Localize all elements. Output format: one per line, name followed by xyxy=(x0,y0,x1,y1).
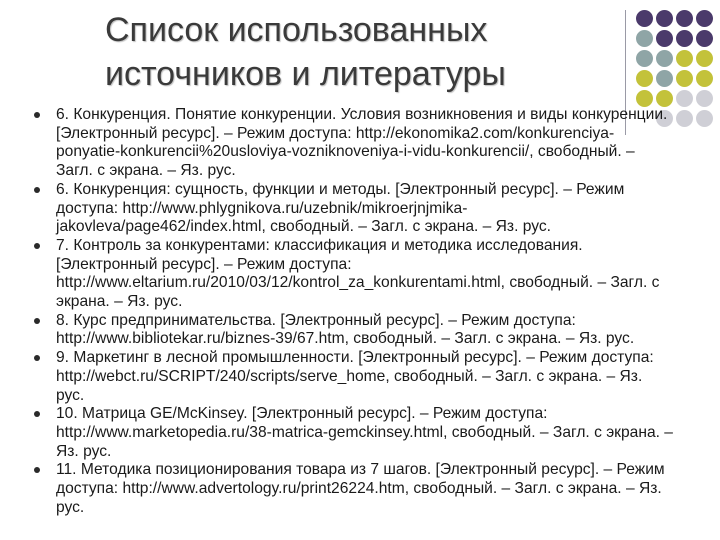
bullet-icon xyxy=(34,318,40,324)
list-item xyxy=(34,405,674,461)
decorative-dot xyxy=(656,10,673,27)
list-item xyxy=(34,461,674,517)
decorative-dot xyxy=(696,50,713,67)
decorative-dot xyxy=(676,90,693,107)
decorative-dot xyxy=(636,90,653,107)
decorative-dot xyxy=(636,70,653,87)
reference-text: 11. Методика позиционирования товара из 7 шагов. [Электронный ресурс]. – Режим доступа: http://www.advertology.ru/print26224.htm, свободный. – Загл. с экрана. – Яз. рус. xyxy=(56,461,665,516)
decorative-dot xyxy=(696,70,713,87)
bullet-icon xyxy=(34,112,40,118)
decorative-dot xyxy=(656,50,673,67)
list-item xyxy=(34,349,674,405)
list-item xyxy=(34,181,674,237)
decorative-dot xyxy=(676,10,693,27)
reference-text: 6. Конкуренция: сущность, функции и методы. [Электронный ресурс]. – Режим доступа: http://www.phlygnikova.ru/uzebnik/mikroerjnjmika-jakovleva/page462/index.html, свободный. – Загл. с экрана. – Яз. рус. xyxy=(56,180,625,236)
reference-text: 6. Конкуренция. Понятие конкуренции. Условия возникновения и виды конкуренции. [Электронный ресурс]. – Режим доступа: http://ekonomika2.com/konkurenciya-ponyatie-konkurencii%20usloviya-vozniknoveniya-i-vidu-konkurencii/, свободный. – Загл. с экрана. – Яз. рус. xyxy=(56,106,668,180)
reference-text: 7. Контроль за конкурентами: классификация и методика исследования. [Электронный ресурс]. – Режим доступа: http://www.eltarium.ru/2010/03/12/kontrol_za_konkurentami.html, свободный. – Загл. с экрана. – Яз. рус. xyxy=(56,236,660,311)
decorative-dot xyxy=(656,90,673,107)
decorative-dot xyxy=(696,90,713,107)
list-item xyxy=(34,312,674,349)
decorative-dot xyxy=(696,110,713,127)
reference-text: 9. Маркетинг в лесной промышленности. [Электронный ресурс]. – Режим доступа: http://webct.ru/SCRIPT/240/scripts/serve_home, свободный. – Загл. с экрана. – Яз. рус. xyxy=(56,349,654,404)
decorative-dot xyxy=(636,10,653,27)
decorative-dot xyxy=(676,30,693,47)
decorative-dot xyxy=(636,50,653,67)
reference-text: 10. Матрица GE/McKinsey. [Электронный ресурс]. – Режим доступа: http://www.marketopedia.ru/38-matrica-gemckinsey.html, свободный. – Загл. с экрана. – Яз. рус. xyxy=(56,405,673,460)
bullet-icon xyxy=(34,243,40,249)
reference-text: 8. Курс предпринимательства. [Электронный ресурс]. – Режим доступа: http://www.bibliotekar.ru/biznes-39/67.htm, свободный. – Загл. с экрана. – Яз. рус. xyxy=(56,311,635,348)
decorative-dot xyxy=(696,10,713,27)
bullet-icon xyxy=(34,187,40,193)
bullet-icon xyxy=(34,411,40,417)
reference-list xyxy=(34,106,674,517)
decorative-dot xyxy=(656,30,673,47)
decorative-dot xyxy=(656,70,673,87)
decorative-dot xyxy=(676,50,693,67)
decorative-dot xyxy=(636,30,653,47)
decorative-dot xyxy=(696,30,713,47)
list-item xyxy=(34,237,674,312)
slide-title: Список использованных источников и литературы xyxy=(105,11,506,93)
bullet-icon xyxy=(34,355,40,361)
bullet-icon xyxy=(34,467,40,473)
decorative-dot xyxy=(676,70,693,87)
list-item xyxy=(34,106,674,181)
decorative-dot xyxy=(676,110,693,127)
